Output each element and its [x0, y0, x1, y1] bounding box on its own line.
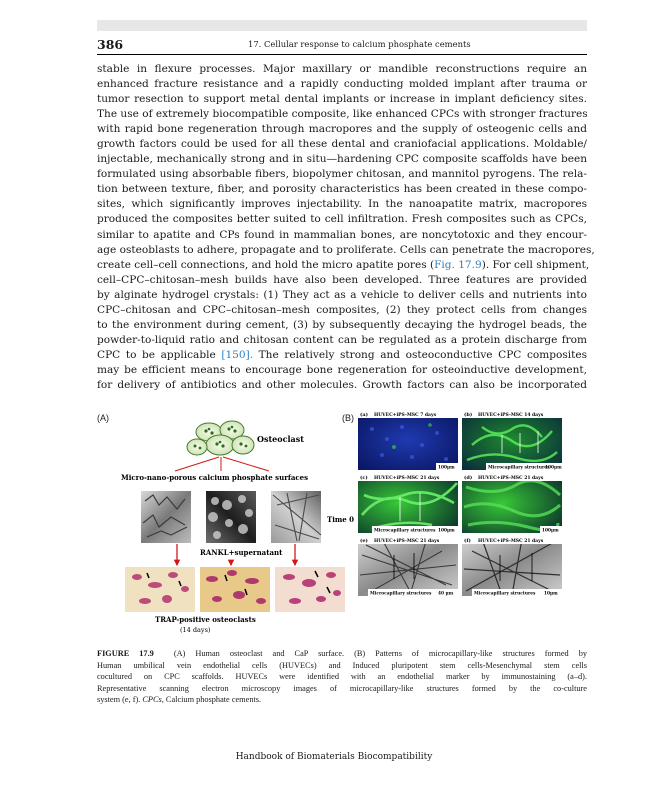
caption-line [97, 648, 587, 660]
tile-title: HUVEC+iPS-MSC 21 days [374, 476, 440, 481]
osteoclast-label: Osteoclast [257, 434, 304, 444]
caption-line: Representative scanning electron microscopy images of microcapillary-like structures formed by the co-culture [97, 683, 587, 693]
micrograph-tile [462, 536, 562, 597]
tile-letter: (e) [360, 538, 368, 544]
scale-bar-label: 100μm [542, 528, 559, 534]
arrow [223, 457, 269, 471]
figure-panel-b [342, 405, 587, 642]
tile-letter: (f) [464, 538, 471, 544]
trap-days-label: (14 days) [180, 626, 211, 634]
micrograph-tile [358, 536, 458, 597]
text-run: ). For cell shipment, [481, 258, 590, 271]
micrograph-tile [358, 410, 458, 471]
page-footer: Handbook of Biomaterials Biocompatibility [235, 752, 433, 762]
tile-title: HUVEC+iPS-MSC 21 days [478, 539, 544, 544]
micrograph-tile [462, 473, 562, 534]
body-line: enhanced fracture resistance and a rapidly conducting molded implant after trauma or [97, 78, 587, 91]
body-line: by alginate hydrogel crystals: (1) They act as a vehicle to deliver cells and nutrients into [97, 288, 587, 301]
body-line: growth factors could be used for all these dental and craniofacial applications. Moldable/ [97, 138, 587, 151]
body-paragraph [97, 62, 595, 393]
body-line: powder-to-liquid ratio and chitosan content can be regulated as a protein discharge from [97, 333, 587, 346]
tile-title: HUVEC+iPS-MSC 14 days [478, 413, 544, 418]
trap-image [200, 567, 270, 612]
figure-panel-a [97, 405, 357, 642]
body-line: produced the composites better suited to cell infiltration. Fresh composites such as CPCs, [97, 213, 587, 226]
figure-caption [97, 648, 587, 706]
tile-letter: (a) [360, 412, 368, 418]
panel-a-diagram [97, 405, 357, 642]
surfaces-label: Micro-nano-porous calcium phosphate surfaces [121, 473, 309, 482]
figure-17-9 [97, 405, 587, 642]
panel-a-label: (A) [97, 413, 109, 423]
text-run: create cell–cell connections, and hold the micro apatite pores ( [97, 258, 435, 271]
tile-note: Microcapillary structures [370, 591, 432, 597]
text-run: (A) Human osteoclast and CaP surface. (B) Patterns of microcapillary-like structures formed by [173, 649, 587, 658]
panel-b-label: (B) [342, 413, 354, 423]
micrograph-tile [358, 473, 458, 534]
citation-link[interactable]: [150]. [221, 348, 254, 361]
tile-letter: (b) [464, 412, 473, 418]
micrograph-tile [462, 410, 562, 471]
body-line: may be efficient means to encourage bone regeneration for osteoinductive development, [97, 363, 587, 376]
body-line: with rapid bone regeneration through macropores and the supply of osteogenic cells and [97, 123, 587, 136]
text-run: Calcium phosphate cements. [163, 695, 262, 705]
body-line: for delivery of antibiotics and other molecules. Growth factors can also be incorporated [97, 378, 587, 391]
body-line: tumor resection to support metal dental implants or increase in implant deficiency sites. [97, 93, 587, 106]
body-line: sites, which significantly improves injectability. In the nanoapatite matrix, macropores [97, 198, 587, 211]
body-line: similar to apatite and CPs found in mammalian bones, are noncytotoxic and they encour- [97, 228, 587, 241]
trap-label: TRAP-positive osteoclasts [155, 615, 256, 624]
body-line: formulated using absorbable fibers, biopolymer chitosan, and mannitol pyrogens. The rela- [97, 168, 587, 181]
tile-note: Microcapillary structures [488, 465, 550, 471]
body-line [97, 258, 590, 273]
rankl-label: RANKL+supernatant [200, 548, 283, 557]
trap-image [125, 567, 195, 612]
arrow [175, 457, 219, 471]
body-line: stable in flexure processes. Major maxillary or mandible reconstructions require an [97, 63, 587, 75]
tile-note: Microcapillary structures [474, 591, 536, 597]
osteoclast-illustration [187, 421, 254, 455]
scale-bar-label: 100μm [438, 465, 455, 471]
scale-bar-label: 100μm [545, 465, 562, 471]
tile-letter: (d) [464, 475, 473, 481]
running-head: 17. Cellular response to calcium phosphate cements [248, 39, 471, 49]
body-line: cell–CPC–chitosan–mesh builds have also been developed. Three features are provided [97, 273, 587, 286]
trap-image [275, 567, 345, 612]
tile-note: Microcapillary structures [374, 528, 436, 534]
scale-bar-label: 40 μm [438, 591, 454, 597]
text-run: CPC to be applicable [97, 348, 222, 361]
body-line: to the environment during cement, (3) by subsequently decaying the hydrogel beads, the [97, 318, 587, 331]
tile-title: HUVEC+iPS-MSC 21 days [478, 476, 544, 481]
header-rule [97, 54, 587, 55]
body-line: tion between texture, fiber, and porosity characteristics has been created in these compo- [97, 183, 587, 196]
text-run: system (e, f). [97, 695, 143, 705]
caption-line [97, 694, 587, 706]
header-bar [97, 20, 587, 31]
page-number: 386 [97, 37, 124, 52]
figure-number: FIGURE 17.9 [97, 649, 154, 658]
scale-bar-label: 100μm [438, 528, 455, 534]
figure-reference-link[interactable]: Fig. 17.9 [434, 258, 482, 271]
body-line [97, 348, 587, 363]
text-run: The relatively strong and osteoconductive CPC composites [253, 348, 587, 361]
body-line: The use of extremely biocompatible composite, like enhanced CPCs with stronger fractures [97, 108, 588, 121]
tile-letter: (c) [360, 475, 368, 481]
body-line: injectable, mechanically strong and in situ—hardening CPC composite scaffolds have been [97, 153, 587, 166]
body-line: CPC–chitosan and CPC–chitosan–mesh composites, (2) they protect cells from changes [97, 303, 587, 316]
panel-b-micrographs [342, 405, 587, 642]
tile-title: HUVEC+iPS-MSC 21 days [374, 539, 440, 544]
abbreviation: CPCs, [142, 695, 164, 705]
body-line: age osteoblasts to adhere, propagate and to proliferate. Cells can penetrate the macropores, [97, 243, 595, 256]
tile-title: HUVEC+iPS-MSC 7 days [374, 413, 437, 418]
time-label: Time 0 [327, 515, 355, 524]
caption-line: cocultured on CPC scaffolds. HUVECs were identified with an endothelial marker by immunostaining (a–d). [97, 672, 587, 682]
caption-line: Human umbilical vein endothelial cells (HUVECs) and Induced pluripotent stem cells-Mesenchymal stem cells [97, 660, 587, 670]
scale-bar-label: 10μm [544, 591, 558, 597]
